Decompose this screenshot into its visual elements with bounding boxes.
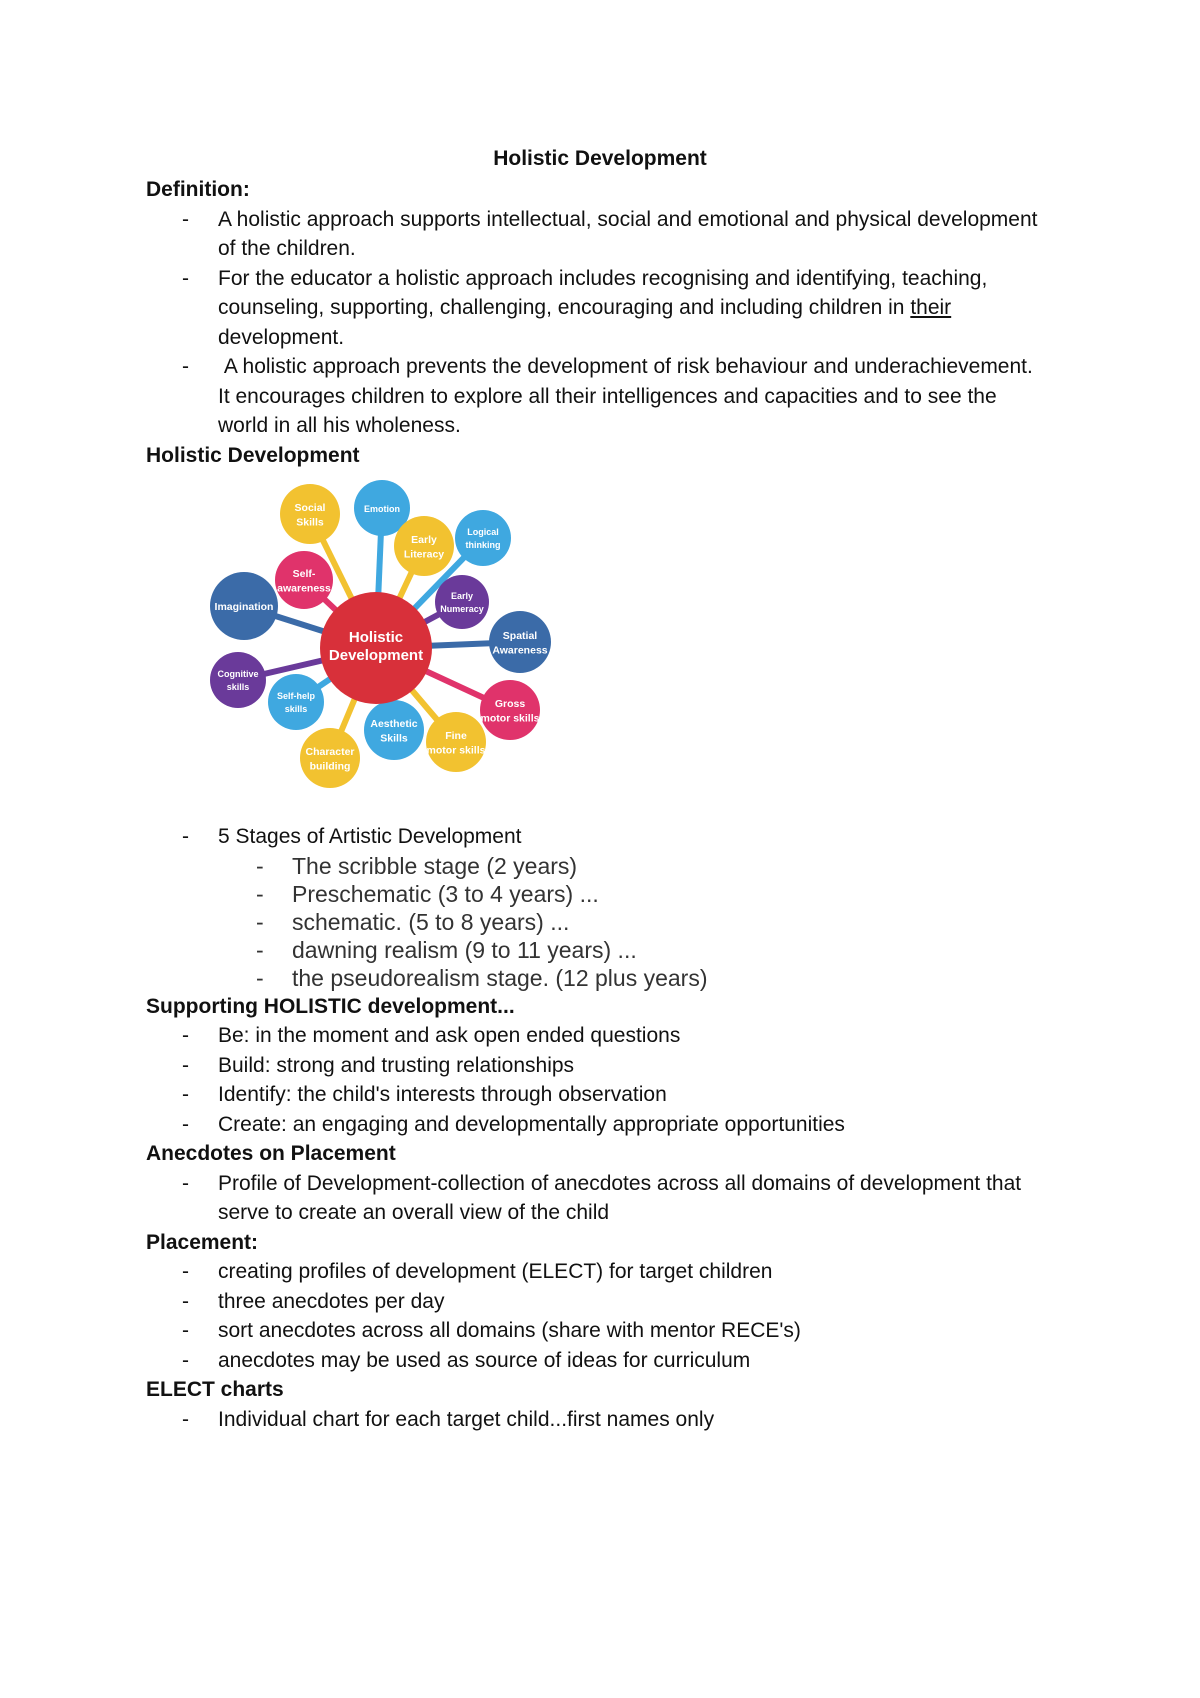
list-item: - The scribble stage (2 years): [146, 852, 1046, 880]
document-body: [146, 175, 1046, 1434]
diagram-node-circle: [455, 510, 511, 566]
diagram-node-label: Spatial: [502, 630, 538, 642]
diagram-node-label: Cognitive: [217, 669, 259, 679]
diagram-node-label: Literacy: [403, 548, 445, 561]
center-label-2: Development: [328, 647, 424, 664]
diagram-node-label: motor skills: [480, 712, 540, 725]
diagram-node: [268, 674, 324, 730]
diagram-node-label: awareness: [277, 582, 331, 595]
list-item: [146, 352, 1046, 441]
diagram-node-label: Self-help: [276, 691, 316, 701]
diagram-node: [455, 510, 511, 566]
diagram-node-label: Gross: [494, 698, 526, 710]
diagram-node: [364, 700, 424, 760]
page-title: Holistic Development: [493, 147, 707, 170]
list-item: - Create: an engaging and developmentally appropriate opportunities: [146, 1110, 1046, 1140]
list-item: - Build: strong and trusting relationships: [146, 1051, 1046, 1081]
anecdotes-heading: Anecdotes on Placement: [146, 1142, 396, 1165]
list-item: [146, 822, 1046, 852]
list-item: - Be: in the moment and ask open ended questions: [146, 1021, 1046, 1051]
supporting-list: [146, 1021, 1046, 1139]
list-item: [146, 264, 1046, 353]
diagram-node-circle: [280, 484, 340, 544]
diagram-node-circle: [268, 674, 324, 730]
list-item-text: A holistic approach prevents the development of risk behaviour and underachievement. It encourages children to explore all their intelligences and capacities and to see the world in all his wholeness.: [218, 355, 1033, 437]
placement-list: [146, 1257, 1046, 1375]
diagram-node-circle: [210, 652, 266, 708]
underlined-word: their: [910, 296, 952, 319]
list-item-text: A holistic approach supports intellectual, social and emotional and physical development of the children.: [218, 207, 1038, 260]
list-item-text: 5 Stages of Artistic Development: [218, 825, 522, 848]
holistic-heading: Holistic Development: [146, 443, 360, 467]
definition-list: [146, 205, 1046, 441]
diagram-node-label: building: [309, 760, 351, 773]
diagram-node: [480, 680, 540, 740]
diagram-node-label: Fine: [445, 730, 467, 742]
diagram-node: [280, 484, 340, 544]
diagram-node-label: motor skills: [426, 744, 486, 757]
diagram-node-label: Character: [305, 746, 355, 758]
stages-list: [146, 852, 1046, 992]
holistic-development-diagram: [200, 474, 580, 814]
diagram-node: [300, 728, 360, 788]
list-item: - Identify: the child's interests through observation: [146, 1080, 1046, 1110]
diagram-node-label: Social: [294, 502, 326, 514]
list-item: - dawning realism (9 to 11 years) ...: [146, 936, 1046, 964]
list-item: - Individual chart for each target child...first names only: [146, 1405, 1046, 1435]
diagram-node-circle: [300, 728, 360, 788]
elect-list: [146, 1405, 1046, 1435]
diagram-node-label: Skills: [380, 732, 408, 745]
definition-heading: Definition:: [146, 178, 250, 201]
diagram-node-label: Imagination: [214, 601, 274, 613]
list-item: - schematic. (5 to 8 years) ...: [146, 908, 1046, 936]
diagram-node-label: thinking: [465, 540, 501, 550]
diagram-node-circle: [426, 712, 486, 772]
diagram-node: [489, 611, 551, 673]
list-item: - sort anecdotes across all domains (share with mentor RECE's): [146, 1316, 1046, 1346]
diagram-node: [435, 575, 489, 629]
list-item: - creating profiles of development (ELECT) for target children: [146, 1257, 1046, 1287]
diagram-node-label: Early: [450, 591, 474, 601]
diagram-node-circle: [435, 575, 489, 629]
anecdotes-list: [146, 1169, 1046, 1228]
diagram-node-label: Self-: [292, 568, 316, 580]
list-item-text: development.: [218, 325, 345, 349]
diagram-node: [210, 652, 266, 708]
diagram-node-circle: [275, 551, 333, 609]
diagram-node-circle: [480, 680, 540, 740]
diagram-node-label: Aesthetic: [370, 718, 418, 730]
list-item: - Preschematic (3 to 4 years) ...: [146, 880, 1046, 908]
center-label-1: Holistic: [348, 629, 404, 646]
diagram-node: [275, 551, 333, 609]
diagram-node-label: Emotion: [364, 504, 400, 514]
stages-intro-list: [146, 822, 1046, 852]
diagram-node: [426, 712, 486, 772]
holistic-diagram-area: [146, 470, 1046, 822]
diagram-node-label: Awareness: [492, 644, 548, 657]
diagram-node-label: skills: [284, 704, 308, 714]
list-item: [146, 205, 1046, 264]
diagram-node-label: Logical: [467, 527, 499, 537]
diagram-node-circle: [394, 516, 454, 576]
list-item: - anecdotes may be used as source of ideas for curriculum: [146, 1346, 1046, 1376]
list-item: - three anecdotes per day: [146, 1287, 1046, 1317]
diagram-node-label: Numeracy: [440, 604, 484, 614]
list-item-text: For the educator a holistic approach includes recognising and identifying, teaching, counseling, supporting, challenging, encouraging and including children in: [218, 266, 988, 319]
diagram-node-label: skills: [226, 682, 250, 692]
diagram-node: [210, 572, 278, 640]
diagram-node-label: Skills: [296, 516, 324, 529]
list-item: - the pseudorealism stage. (12 plus years): [146, 964, 1046, 992]
list-item: - Profile of Development-collection of anecdotes across all domains of development that serve to create an overall view of the child: [146, 1169, 1046, 1228]
diagram-node-circle: [364, 700, 424, 760]
supporting-heading: Supporting HOLISTIC development...: [146, 994, 515, 1018]
diagram-node-label: Early: [411, 534, 437, 546]
diagram-node: [394, 516, 454, 576]
elect-heading: ELECT charts: [146, 1378, 284, 1401]
diagram-node-circle: [489, 611, 551, 673]
placement-heading: Placement:: [146, 1230, 259, 1254]
